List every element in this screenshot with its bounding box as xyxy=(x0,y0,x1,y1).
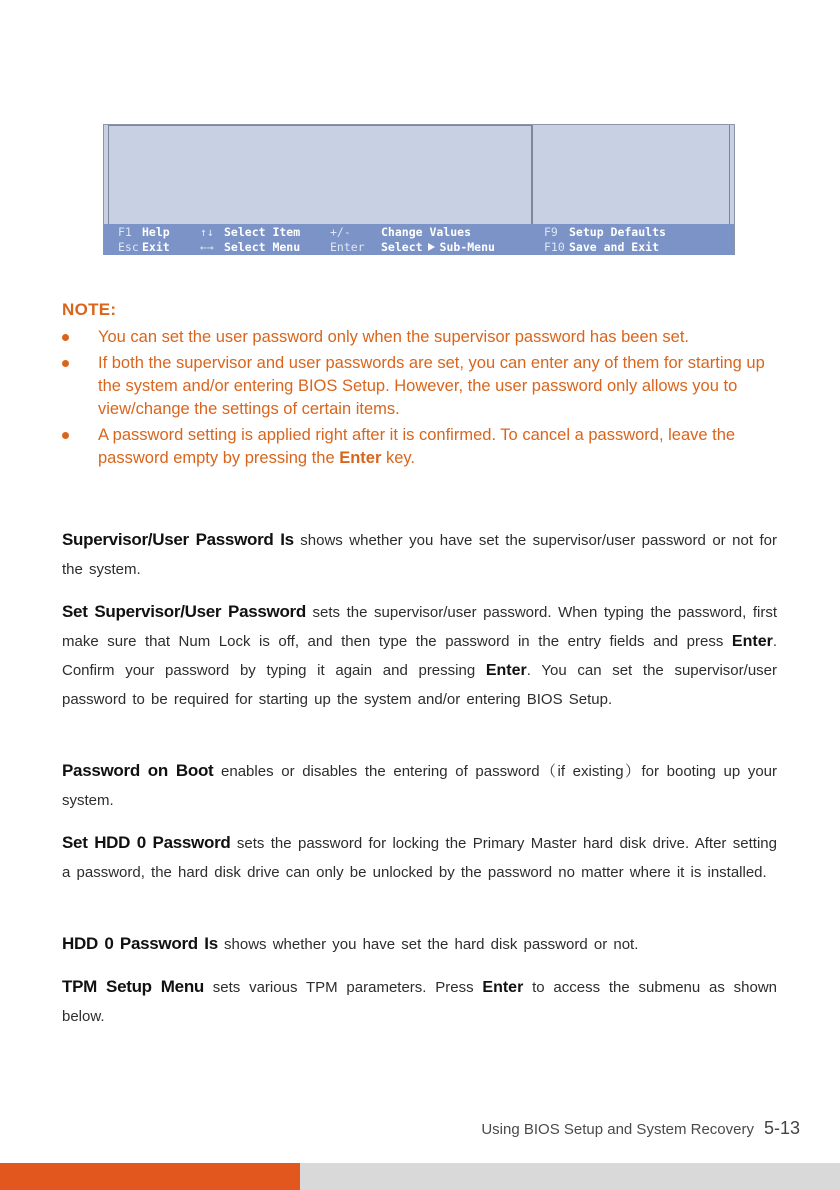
bios-key-esc-label: Exit xyxy=(142,240,170,254)
bios-key-f1: F1 xyxy=(118,225,132,239)
term-set-supervisor-user-password: Set Supervisor/User Password xyxy=(62,602,306,621)
term-supervisor-user-password-is: Supervisor/User Password Is xyxy=(62,530,294,549)
page-number: 5-13 xyxy=(763,1118,800,1138)
bios-key-plusminus: +/- xyxy=(330,225,351,239)
paragraph-set-supervisor-password: Set Supervisor/User Password sets the supervisor/user password. When typing the password, first make sure that Num Lock is off, and then type the password in the entry fields and press Enter. Confirm your password by typing it again and pressing Enter. You can set the supervisor/user password to be required for starting up the system and/or entering BIOS Setup. xyxy=(62,602,777,708)
bios-key-esc: Esc xyxy=(118,240,139,254)
bios-key-leftright: ←→ xyxy=(200,240,214,254)
note-title: NOTE: xyxy=(62,300,117,319)
bios-panels xyxy=(104,125,734,224)
bios-key-plusminus-label: Change Values xyxy=(381,225,472,239)
bullet-icon xyxy=(62,334,69,341)
bios-key-enter-label: Select Sub-Menu xyxy=(381,240,495,254)
footer-section-title: Using BIOS Setup and System Recovery xyxy=(481,1121,754,1138)
paragraph-password-is: Supervisor/User Password Is shows whether you have set the supervisor/user password or not for the system. xyxy=(62,530,778,578)
bios-help-panel xyxy=(532,125,730,224)
note-item: A password setting is applied right after it is confirmed. To cancel a password, leave the password empty by pressing the Enter key. xyxy=(62,424,782,470)
term-hdd0-password-is: HDD 0 Password Is xyxy=(62,934,218,953)
bios-legend-row xyxy=(104,225,734,240)
triangle-right-icon xyxy=(428,243,435,251)
bios-key-updown: ↑↓ xyxy=(200,225,214,239)
bios-legend-row xyxy=(104,240,734,255)
paragraph-tpm-setup-menu: TPM Setup Menu sets various TPM parameters. Press Enter to access the submenu as shown below. xyxy=(62,977,777,1025)
bios-key-f9-label: Setup Defaults xyxy=(569,225,666,239)
footer-accent-bar xyxy=(0,1163,300,1190)
bios-key-f10: F10 xyxy=(544,240,565,254)
paragraph-password-on-boot: Password on Boot enables or disables the entering of password（if existing）for booting up your system. xyxy=(62,761,777,809)
bios-key-leftright-label: Select Menu xyxy=(224,240,301,254)
term-tpm-setup-menu: TPM Setup Menu xyxy=(62,977,204,996)
bios-key-enter: Enter xyxy=(330,240,365,254)
term-set-hdd0-password: Set HDD 0 Password xyxy=(62,833,231,852)
enter-key-label: Enter xyxy=(339,449,382,467)
bios-key-f1-label: Help xyxy=(142,225,170,239)
enter-key-label: Enter xyxy=(731,633,773,650)
bios-key-f9: F9 xyxy=(544,225,558,239)
bios-key-legend-bar xyxy=(104,224,734,255)
note-list xyxy=(62,326,782,470)
paragraph-set-hdd-password: Set HDD 0 Password sets the password for locking the Primary Master hard disk drive. After setting a password, the hard disk drive can only be unlocked by the password no matter where it is installed. xyxy=(62,833,777,881)
bullet-icon xyxy=(62,360,69,367)
note-item: You can set the user password only when the supervisor password has been set. xyxy=(62,326,782,349)
enter-key-label: Enter xyxy=(482,979,524,996)
term-password-on-boot: Password on Boot xyxy=(62,761,214,780)
bullet-icon xyxy=(62,432,69,439)
bios-key-f10-label: Save and Exit xyxy=(569,240,660,254)
bios-key-updown-label: Select Item xyxy=(224,225,301,239)
footer-bar xyxy=(0,1163,840,1190)
note-box xyxy=(62,300,782,473)
enter-key-label: Enter xyxy=(485,662,527,679)
note-item: If both the supervisor and user passwords are set, you can enter any of them for starting up the system and/or entering BIOS Setup. However, the user password only allows you to view/change the settings of certain items. xyxy=(62,352,782,421)
bios-screenshot xyxy=(103,124,735,255)
paragraph-hdd-password-is: HDD 0 Password Is shows whether you have set the hard disk password or not. xyxy=(62,934,639,953)
bios-left-panel xyxy=(108,125,532,225)
page-footer xyxy=(481,1118,800,1139)
